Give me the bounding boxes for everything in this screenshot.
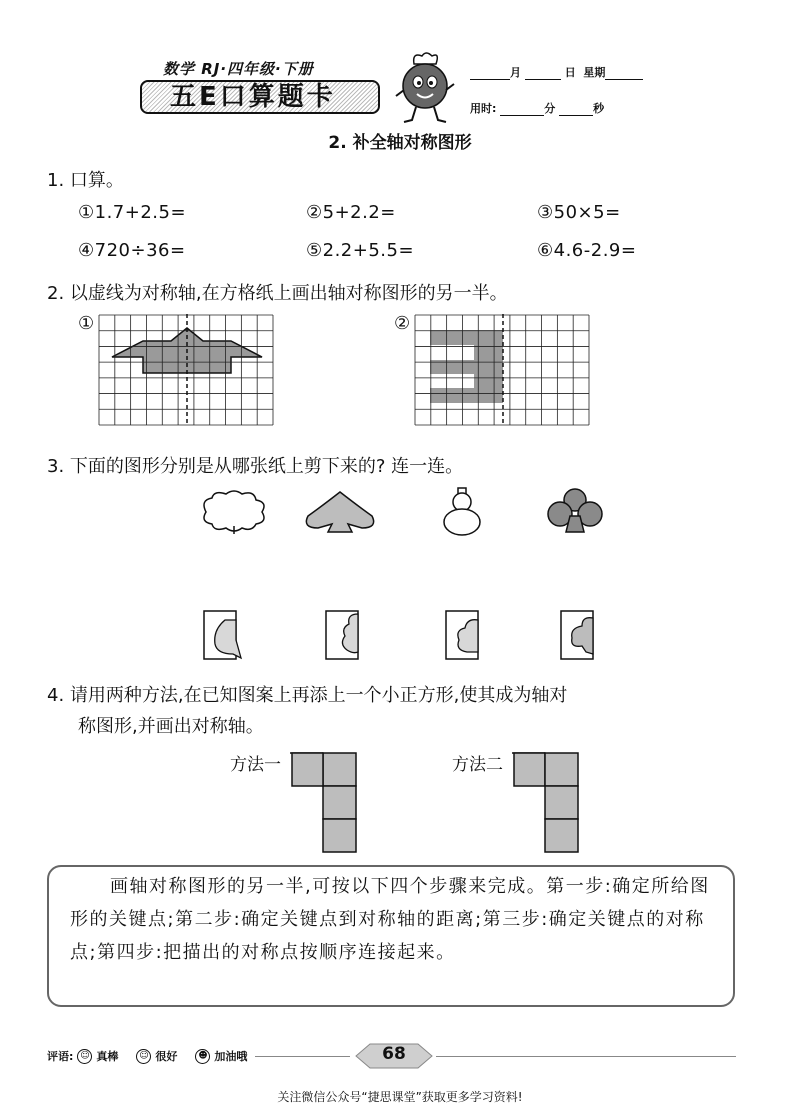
minute-blank[interactable] bbox=[500, 103, 544, 116]
shape-club-icon[interactable] bbox=[540, 486, 610, 536]
q3-prompt: 3. 下面的图形分别是从哪张纸上剪下来的? 连一连。 bbox=[47, 456, 464, 477]
footer-line-left bbox=[255, 1056, 350, 1057]
month-label: 月 bbox=[510, 66, 521, 79]
grid2-label: ② bbox=[394, 313, 411, 334]
time-label: 用时: bbox=[470, 102, 497, 115]
paper-piece-3-icon[interactable] bbox=[445, 610, 485, 662]
q1-prompt: 1. 口算。 bbox=[47, 170, 124, 191]
weekday-blank[interactable] bbox=[605, 67, 643, 80]
cheer-icon[interactable]: ☻ bbox=[195, 1049, 210, 1064]
second-blank[interactable] bbox=[559, 103, 593, 116]
minute-label: 分 bbox=[544, 102, 556, 115]
review-2: 很好 bbox=[155, 1050, 178, 1063]
weekday-label: 星期 bbox=[583, 66, 606, 79]
second-label: 秒 bbox=[593, 102, 605, 115]
grid1-label: ① bbox=[78, 313, 95, 334]
q1-item-4: ④720÷36= bbox=[78, 240, 186, 261]
shape-spade-icon[interactable] bbox=[300, 488, 380, 534]
footer-note: 关注微信公众号“捷思课堂”获取更多学习资料! bbox=[277, 1090, 523, 1104]
grid2-given-shape bbox=[430, 330, 503, 403]
method1-label: 方法一 bbox=[230, 755, 281, 775]
q4-prompt-line2: 称图形,并画出对称轴。 bbox=[78, 716, 264, 737]
q1-item-1: ①1.7+2.5= bbox=[78, 202, 187, 223]
q4-prompt-line1: 4. 请用两种方法,在已知图案上再添上一个小正方形,使其成为轴对 bbox=[47, 685, 568, 706]
header-subtitle: 数学 RJ·四年级·下册 bbox=[163, 60, 314, 78]
method1-figure[interactable] bbox=[290, 752, 360, 854]
method2-label: 方法二 bbox=[452, 755, 503, 775]
grid-2[interactable] bbox=[414, 314, 590, 426]
paper-piece-2-icon[interactable] bbox=[325, 610, 365, 662]
q1-item-2: ②5+2.2= bbox=[306, 202, 396, 223]
section-title: 2. 补全轴对称图形 bbox=[328, 133, 472, 153]
footer-line-right bbox=[436, 1056, 736, 1057]
month-blank[interactable] bbox=[470, 67, 510, 80]
q2-prompt: 2. 以虚线为对称轴,在方格纸上画出轴对称图形的另一半。 bbox=[47, 283, 508, 304]
time-fields bbox=[470, 100, 604, 116]
review-label: 评语: bbox=[47, 1050, 74, 1063]
page-number: 68 bbox=[382, 1044, 406, 1064]
review-3: 加油哦 bbox=[214, 1050, 248, 1063]
tip-text: 画轴对称图形的另一半,可按以下四个步骤来完成。第一步:确定所给图形的关键点;第二步:确定关键点到对称轴的距离;第三步:确定关键点的对称点;第四步:把描出的对称点按顺序连接起来。 bbox=[70, 876, 710, 963]
review-1: 真棒 bbox=[96, 1050, 119, 1063]
review-row bbox=[47, 1048, 247, 1064]
smile-big-icon[interactable]: ☺ bbox=[77, 1049, 92, 1064]
mascot-icon bbox=[392, 50, 458, 126]
method2-figure[interactable] bbox=[512, 752, 582, 854]
q1-item-6: ⑥4.6-2.9= bbox=[537, 240, 637, 261]
q1-item-3: ③50×5= bbox=[537, 202, 621, 223]
day-label: 日 bbox=[564, 66, 576, 79]
shape-gourd-icon[interactable] bbox=[434, 486, 490, 536]
day-blank[interactable] bbox=[525, 67, 561, 80]
paper-piece-1-icon[interactable] bbox=[203, 610, 243, 662]
q1-item-5: ⑤2.2+5.5= bbox=[306, 240, 415, 261]
smile-icon[interactable]: ☺ bbox=[136, 1049, 151, 1064]
header-title: 五E口算题卡 bbox=[170, 82, 336, 112]
date-fields bbox=[470, 64, 643, 80]
grid-1[interactable] bbox=[98, 314, 274, 426]
shape-cloud-icon[interactable] bbox=[198, 488, 272, 534]
paper-piece-4-icon[interactable] bbox=[560, 610, 600, 662]
